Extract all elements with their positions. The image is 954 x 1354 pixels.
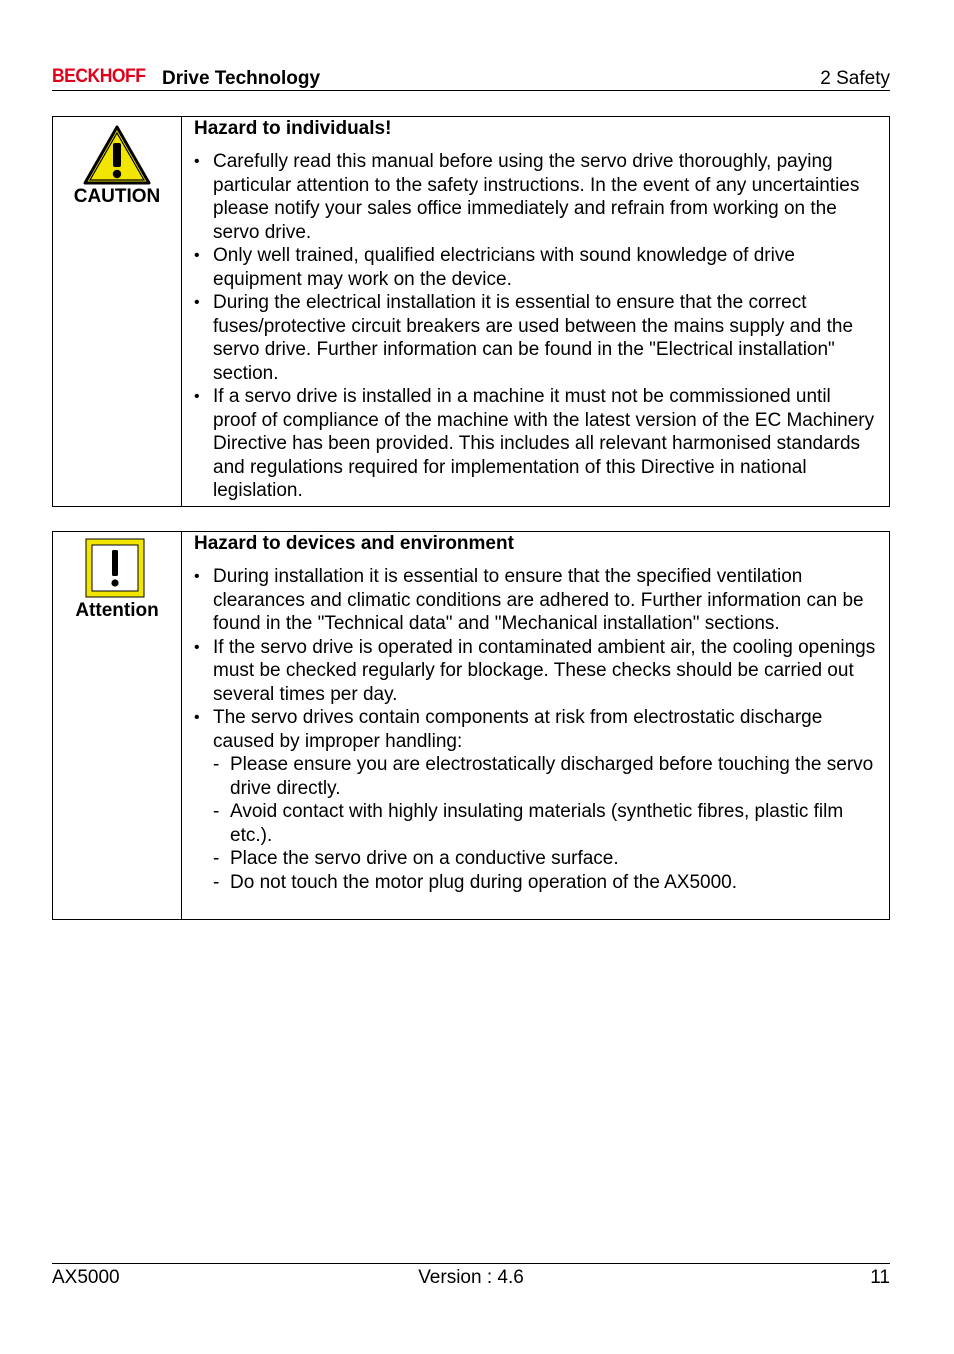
- bullet-item: • During installation it is essential to ensure that the specified ventilation clearances and climatic conditions are adhered to. Further information can be found in the "Technical data" and "Mechanical installation" sections.: [194, 565, 879, 636]
- bullet-item: • Carefully read this manual before using the servo drive thoroughly, paying particular attention to the safety instructions. In the event of any uncertainties please notify your sales office immediately and refrain from working on the servo drive.: [194, 150, 879, 244]
- brand-logo: BECKHOFF: [52, 66, 146, 87]
- attention-notice: [52, 531, 890, 920]
- notice-bullet-list: [194, 150, 879, 503]
- notice-label: CAUTION: [73, 186, 161, 207]
- division-title: Drive Technology: [162, 68, 321, 89]
- bullet-item: • During the electrical installation it is essential to ensure that the correct fuses/protective circuit breakers are used between the mains supply and the servo drive. Further information can be found in the "Electrical installation" section.: [194, 291, 879, 385]
- notice-title: Hazard to individuals!: [194, 118, 392, 139]
- notice-label: Attention: [75, 600, 159, 621]
- chapter-title: 2 Safety: [820, 68, 890, 89]
- bullet-item: • If the servo drive is operated in contaminated ambient air, the cooling openings must be checked regularly for blockage. These checks should be carried out several times per day.: [194, 636, 879, 707]
- bullet-item-text: The servo drives contain components at risk from electrostatic discharge caused by improper handling:: [213, 707, 823, 752]
- caution-notice: [52, 116, 890, 507]
- page-footer: [52, 1263, 890, 1290]
- sub-list: [213, 753, 879, 894]
- footer-product: AX5000: [52, 1267, 120, 1288]
- notice-icon-cell: [53, 117, 182, 506]
- attention-square-icon: [83, 536, 155, 600]
- sub-item: - Please ensure you are electrostatically discharged before touching the servo drive directly.: [213, 753, 879, 800]
- sub-item: - Place the servo drive on a conductive surface.: [213, 847, 879, 871]
- warning-triangle-icon: [81, 123, 153, 187]
- notice-title: Hazard to devices and environment: [194, 533, 514, 554]
- bullet-item: [194, 706, 879, 894]
- notice-text: [194, 532, 879, 894]
- bullet-item: • Only well trained, qualified electricians with sound knowledge of drive equipment may work on the device.: [194, 244, 879, 291]
- sub-item: - Avoid contact with highly insulating materials (synthetic fibres, plastic film etc.).: [213, 800, 879, 847]
- page-header: [52, 66, 890, 91]
- sub-item: - Do not touch the motor plug during operation of the AX5000.: [213, 871, 879, 895]
- bullet-item: • If a servo drive is installed in a machine it must not be commissioned until proof of compliance of the machine with the latest version of the EC Machinery Directive has been provided. This includes all relevant harmonised standards and regulations required for implementation of this Directive in national legislation.: [194, 385, 879, 503]
- notice-text: [194, 117, 879, 503]
- notice-icon-cell: [53, 532, 182, 919]
- notice-bullet-list: [194, 565, 879, 894]
- page-number: 11: [870, 1267, 890, 1288]
- footer-version: Version : 4.6: [418, 1267, 524, 1288]
